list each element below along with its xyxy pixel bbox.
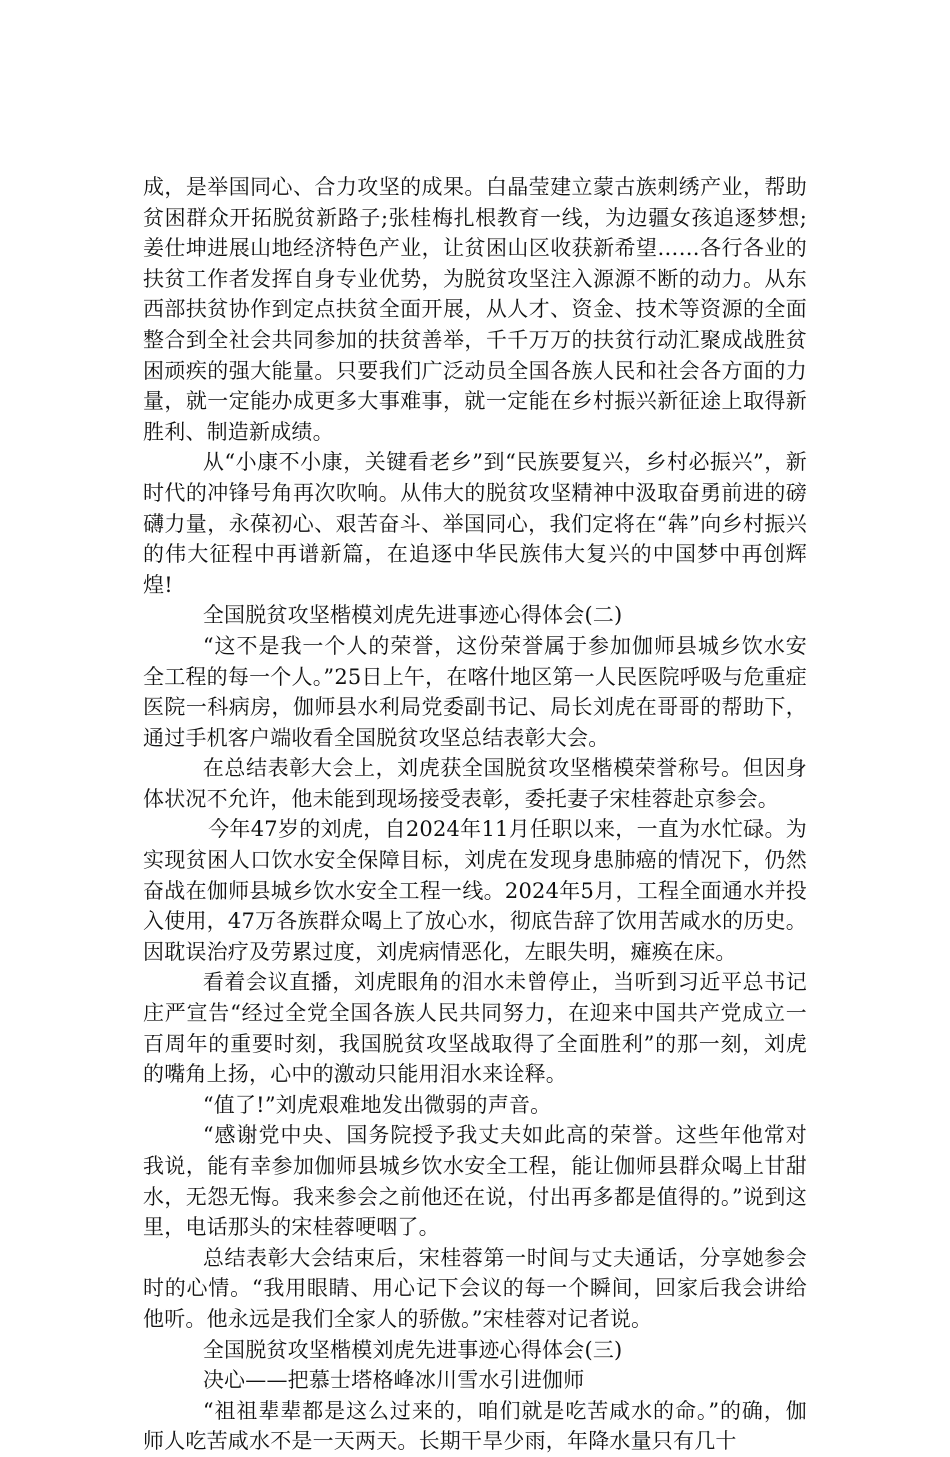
paragraph-water-project: 今年47岁的刘虎，自2024年11月任职以来，一直为水忙碌。为实现贫困人口饮水安全保障目标，刘虎在发现身患肺癌的情况下，仍然奋战在伽师县城乡饮水安全工程一线。2024年5月，工程全面通水并投入使用，47万各族群众喝上了放心水，彻底告辞了饮用苦咸水的历史。因耽误治疗及劳累过度，刘虎病情恶化，左眼失明，瘫痪在床。 bbox=[143, 817, 807, 964]
paragraph-worth-it: “值了!”刘虎艰难地发出微弱的声音。 bbox=[202, 1092, 552, 1117]
paragraph-bitter-water: “祖祖辈辈都是这么过来的，咱们就是吃苦咸水的命。”的确，伽师人吃苦咸水不是一天两天。长期干旱少雨，年降水量只有几十 bbox=[143, 1398, 807, 1454]
paragraph-award: 在总结表彰大会上，刘虎获全国脱贫攻坚楷模荣誉称号。但因身体状况不允许，他未能到现场接受表彰，委托妻子宋桂蓉赴京参会。 bbox=[143, 756, 807, 811]
paragraph-after-meeting: 总结表彰大会结束后，宋桂蓉第一时间与丈夫通话，分享她参会时的心情。“我用眼睛、用心记下会议的每一个瞬间，回家后我会讲给他听。他永远是我们全家人的骄傲。”宋桂蓉对记者说。 bbox=[143, 1245, 807, 1331]
paragraph-rural-revitalization: 从“小康不小康，关键看老乡”到“民族要复兴，乡村必振兴”，新时代的冲锋号角再次吹响。从伟大的脱贫攻坚精神中汲取奋勇前进的磅礴力量，永葆初心、艰苦奋斗、举国同心，我们定将在“犇”向乡村振兴的伟大征程中再谱新篇，在追逐中华民族伟大复兴的中国梦中再创辉煌! bbox=[143, 450, 807, 597]
paragraph-honor-quote: “这不是我一个人的荣誉，这份荣誉属于参加伽师县城乡饮水安全工程的每一个人。”25日上午，在喀什地区第一人民医院呼吸与危重症医院一科病房，伽师县水利局党委副书记、局长刘虎在哥哥的帮助下，通过手机客户端收看全国脱贫攻坚总结表彰大会。 bbox=[143, 633, 807, 750]
section-heading-3: 全国脱贫攻坚楷模刘虎先进事迹心得体会(三) bbox=[202, 1337, 623, 1362]
section-heading-2: 全国脱贫攻坚楷模刘虎先进事迹心得体会(二) bbox=[202, 603, 623, 628]
subheading-determination: 决心——把慕士塔格峰冰川雪水引进伽师 bbox=[202, 1368, 585, 1393]
paragraph-continuation: 成，是举国同心、合力攻坚的成果。白晶莹建立蒙古族刺绣产业，帮助贫困群众开拓脱贫新路子;张桂梅扎根教育一线，为边疆女孩追逐梦想;姜仕坤进展山地经济特色产业，让贫困山区收获新希望……各行各业的扶贫工作者发挥自身专业优势，为脱贫攻坚注入源源不断的动力。从东西部扶贫协作到定点扶贫全面开展，从人才、资金、技术等资源的全面整合到全社会共同参加的扶贫善举，千千万万的扶贫行动汇聚成战胜贫困顽疾的强大能量。只要我们广泛动员全国各族人民和社会各方面的力量，就一定能办成更多大事难事，就一定能在乡村振兴新征途上取得新胜利、制造新成绩。 bbox=[143, 175, 807, 444]
paragraph-wife-thanks: “感谢党中央、国务院授予我丈夫如此高的荣誉。这些年他常对我说，能有幸参加伽师县城乡饮水安全工程，能让伽师县群众喝上甘甜水，无怨无悔。我来参会之前他还在说，付出再多都是值得的。”说到这里，电话那头的宋桂蓉哽咽了。 bbox=[143, 1123, 807, 1240]
paragraph-live-broadcast: 看着会议直播，刘虎眼角的泪水未曾停止，当听到习近平总书记庄严宣告“经过全党全国各族人民共同努力，在迎来中国共产党成立一百周年的重要时刻，我国脱贫攻坚战取得了全面胜利”的那一刻，刘虎的嘴角上扬，心中的激动只能用泪水来诠释。 bbox=[143, 970, 807, 1087]
document-page bbox=[143, 172, 807, 1457]
